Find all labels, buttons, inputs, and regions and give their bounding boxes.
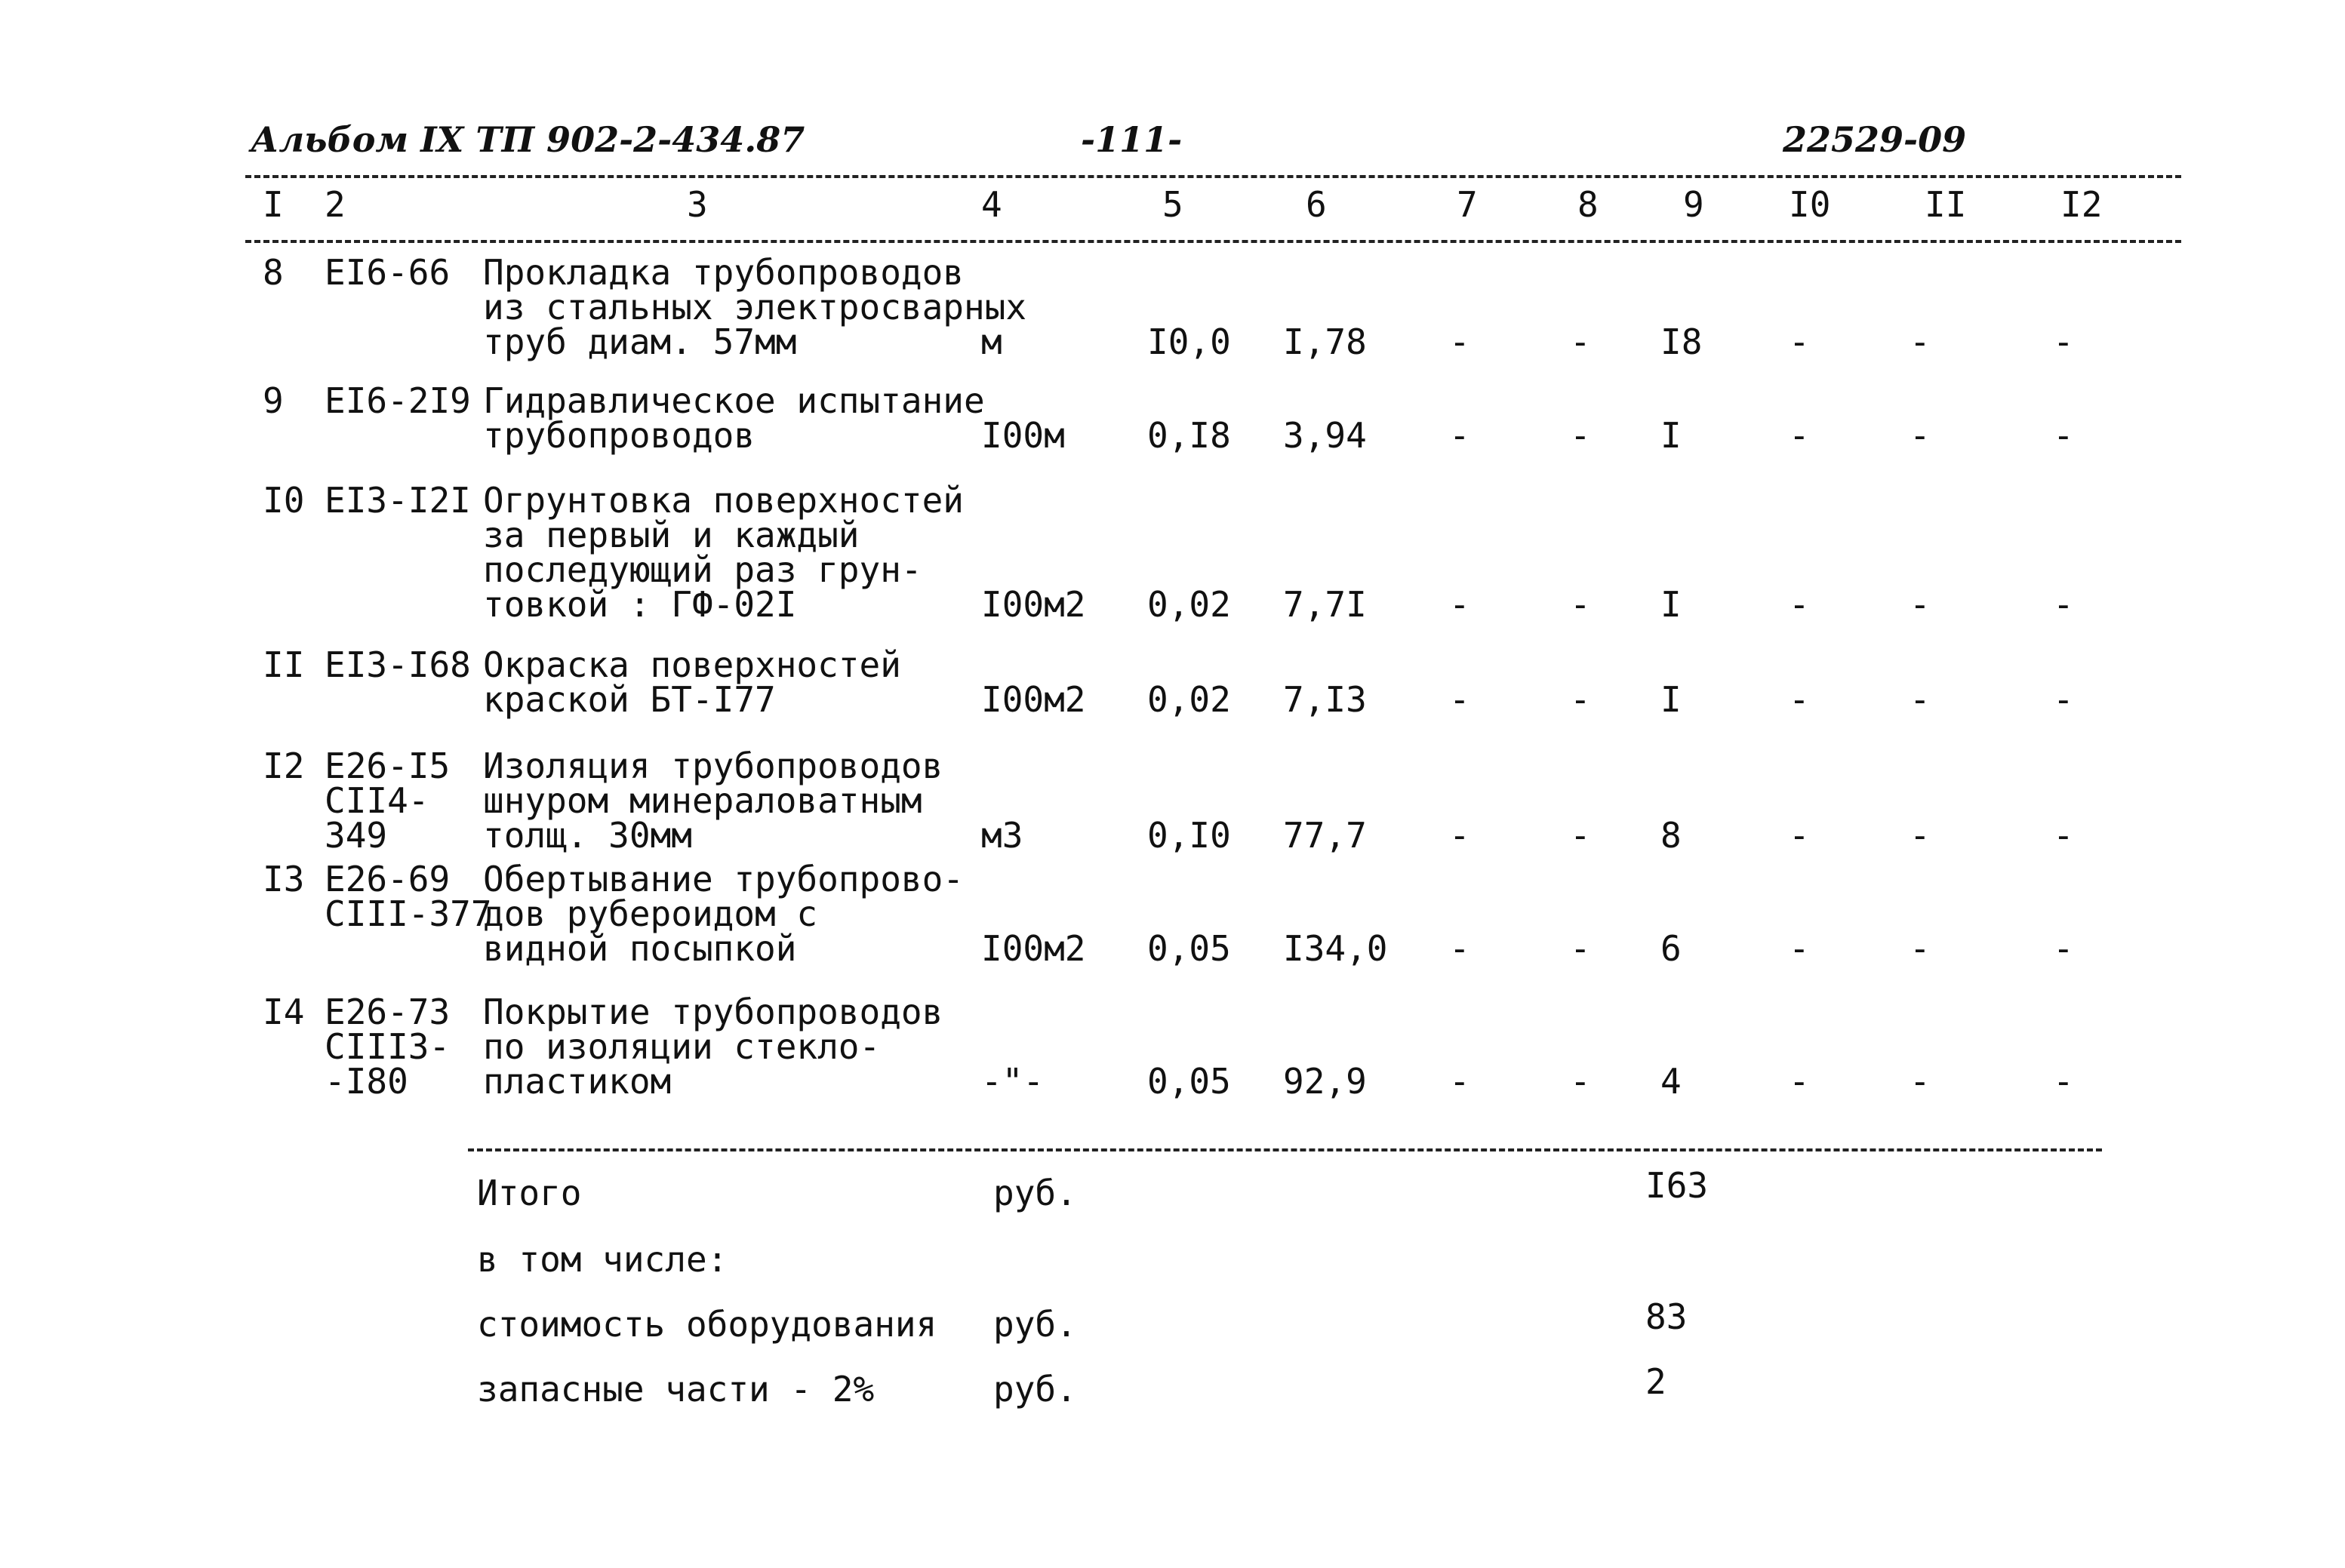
table-cell-unit: I00м2 (981, 928, 1086, 969)
column-header: I (263, 184, 284, 225)
table-cell-c11: - (1910, 321, 1931, 362)
table-cell-qty: 0,I8 (1147, 415, 1231, 456)
table-cell-price: 77,7 (1283, 815, 1367, 856)
table-cell-c7: - (1449, 321, 1470, 362)
column-header: 4 (981, 184, 1002, 225)
table-cell-c10: - (1789, 928, 1810, 969)
table-cell-c7: - (1449, 415, 1470, 456)
table-cell-desc: Гидравлическое испытание трубопроводов (483, 380, 985, 456)
column-header: 7 (1457, 184, 1478, 225)
page-number: -111- (1081, 119, 1183, 160)
table-cell-c11: - (1910, 584, 1931, 625)
table-cell-c7: - (1449, 679, 1470, 720)
totals-unit: руб. (993, 1173, 1077, 1213)
table-cell-c9: 6 (1660, 928, 1682, 969)
totals-value: 83 (1645, 1296, 1688, 1337)
table-cell-code: EI3-I68 (325, 644, 471, 685)
table-cell-number: 9 (263, 380, 284, 421)
table-cell-c9: 4 (1660, 1061, 1682, 1102)
table-cell-c12: - (2053, 321, 2074, 362)
totals-label: стоимость оборудования (477, 1304, 937, 1345)
column-header: 3 (687, 184, 708, 225)
table-cell-c12: - (2053, 815, 2074, 856)
table-cell-code: EI6-66 (325, 252, 451, 293)
table-cell-desc: Обертывание трубопрово- дов рубероидом с видной посыпкой (483, 859, 964, 969)
totals-value: I63 (1645, 1165, 1709, 1206)
table-cell-c8: - (1570, 584, 1591, 625)
table-cell-unit: м (981, 321, 1002, 362)
table-top-rule (245, 175, 2181, 178)
column-header: 9 (1683, 184, 1704, 225)
table-cell-c9: I (1660, 679, 1682, 720)
table-cell-c10: - (1789, 321, 1810, 362)
table-cell-c9: I (1660, 415, 1682, 456)
table-cell-c9: I (1660, 584, 1682, 625)
totals-value: 2 (1645, 1361, 1666, 1402)
table-cell-unit: I00м (981, 415, 1065, 456)
table-cell-c7: - (1449, 1061, 1470, 1102)
totals-label: запасные части - 2% (477, 1369, 875, 1410)
table-cell-c12: - (2053, 584, 2074, 625)
table-cell-c11: - (1910, 679, 1931, 720)
column-header: I0 (1789, 184, 1831, 225)
table-cell-code: EI3-I2I (325, 480, 471, 521)
table-cell-number: 8 (263, 252, 284, 293)
totals-unit: руб. (993, 1304, 1077, 1345)
table-cell-c7: - (1449, 928, 1470, 969)
table-cell-c9: 8 (1660, 815, 1682, 856)
table-cell-desc: Покрытие трубопроводов по изоляции стекло- пластиком (483, 992, 943, 1102)
table-cell-price: 7,7I (1283, 584, 1367, 625)
table-cell-number: I0 (263, 480, 305, 521)
table-cell-unit: I00м2 (981, 584, 1086, 625)
column-header: II (1925, 184, 1967, 225)
column-header: 5 (1162, 184, 1183, 225)
table-cell-code: E26-69 CIII-377 (325, 859, 492, 934)
table-cell-c10: - (1789, 679, 1810, 720)
table-cell-unit: -"- (981, 1061, 1045, 1102)
table-cell-qty: 0,05 (1147, 928, 1231, 969)
table-cell-desc: Окраска поверхностей краской БТ-I77 (483, 644, 901, 720)
album-reference: Альбом IX ТП 902-2-434.87 (251, 119, 805, 160)
column-header: I2 (2060, 184, 2103, 225)
table-cell-c11: - (1910, 1061, 1931, 1102)
totals-rule (468, 1148, 2102, 1151)
document-code: 22529-09 (1783, 119, 1967, 160)
table-cell-qty: 0,02 (1147, 679, 1231, 720)
table-cell-unit: м3 (981, 815, 1023, 856)
table-cell-c12: - (2053, 928, 2074, 969)
table-cell-c10: - (1789, 1061, 1810, 1102)
table-cell-price: 92,9 (1283, 1061, 1367, 1102)
table-cell-desc: Изоляция трубопроводов шнуром минераловатным толщ. 30мм (483, 746, 943, 856)
totals-label: в том числе: (477, 1239, 728, 1280)
table-cell-code: E26-I5 CII4- 349 (325, 746, 451, 856)
table-cell-c12: - (2053, 679, 2074, 720)
table-cell-code: EI6-2I9 (325, 380, 471, 421)
table-cell-c8: - (1570, 415, 1591, 456)
totals-unit: руб. (993, 1369, 1077, 1410)
table-cell-qty: 0,02 (1147, 584, 1231, 625)
table-cell-qty: 0,I0 (1147, 815, 1231, 856)
table-cell-price: 7,I3 (1283, 679, 1367, 720)
table-cell-number: I2 (263, 746, 305, 786)
table-cell-c10: - (1789, 815, 1810, 856)
table-cell-desc: Прокладка трубопроводов из стальных электросварных труб диам. 57мм (483, 252, 1027, 362)
table-cell-price: I34,0 (1283, 928, 1388, 969)
table-cell-c8: - (1570, 321, 1591, 362)
table-cell-number: I3 (263, 859, 305, 899)
table-cell-code: E26-73 CIII3- -I80 (325, 992, 451, 1102)
table-cell-c8: - (1570, 679, 1591, 720)
header-bottom-rule (245, 240, 2181, 243)
table-cell-c12: - (2053, 1061, 2074, 1102)
table-cell-unit: I00м2 (981, 679, 1086, 720)
table-cell-c8: - (1570, 928, 1591, 969)
table-cell-number: I4 (263, 992, 305, 1032)
table-cell-c10: - (1789, 415, 1810, 456)
table-cell-c11: - (1910, 928, 1931, 969)
table-cell-c8: - (1570, 1061, 1591, 1102)
table-cell-c10: - (1789, 584, 1810, 625)
table-cell-c9: I8 (1660, 321, 1703, 362)
table-cell-c7: - (1449, 815, 1470, 856)
column-header: 2 (325, 184, 346, 225)
table-cell-c11: - (1910, 415, 1931, 456)
totals-label: Итого (477, 1173, 582, 1213)
column-header: 6 (1306, 184, 1327, 225)
table-cell-c7: - (1449, 584, 1470, 625)
table-cell-qty: I0,0 (1147, 321, 1231, 362)
table-cell-c8: - (1570, 815, 1591, 856)
table-cell-c11: - (1910, 815, 1931, 856)
table-cell-price: I,78 (1283, 321, 1367, 362)
table-cell-desc: Огрунтовка поверхностей за первый и каждый последующий раз грун- товкой : ГФ-02I (483, 480, 964, 625)
table-cell-number: II (263, 644, 305, 685)
table-cell-c12: - (2053, 415, 2074, 456)
table-cell-price: 3,94 (1283, 415, 1367, 456)
table-cell-qty: 0,05 (1147, 1061, 1231, 1102)
column-header: 8 (1577, 184, 1599, 225)
